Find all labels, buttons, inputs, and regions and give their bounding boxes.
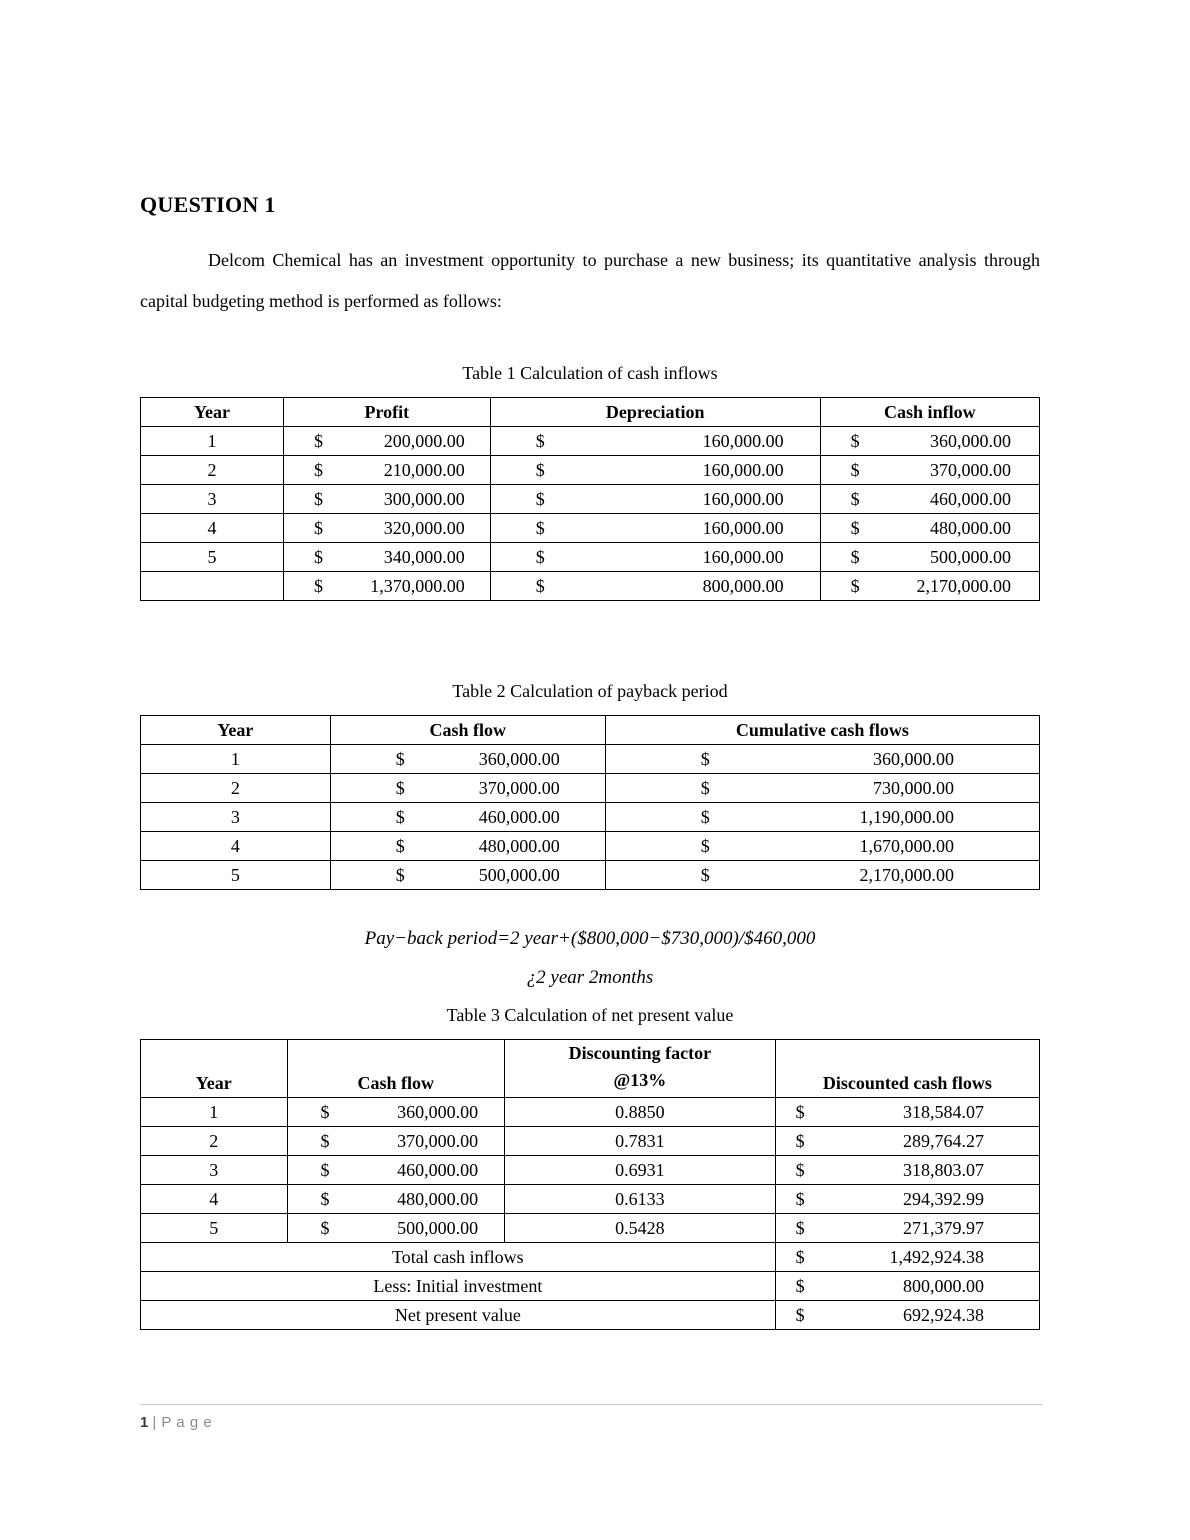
- table2-header-row: [141, 716, 1040, 745]
- amount: 730,000.00: [873, 777, 954, 798]
- money-cell: [330, 832, 605, 861]
- money-cell: [283, 427, 490, 456]
- money-cell: [283, 543, 490, 572]
- discount-factor-label: Discounting factor: [568, 1043, 712, 1063]
- currency-symbol: $: [395, 777, 405, 798]
- currency-symbol: $: [535, 575, 545, 596]
- money-inner: [776, 1305, 1039, 1326]
- money-cell: [775, 1243, 1039, 1272]
- summary-label-cell: Total cash inflows: [141, 1243, 776, 1272]
- currency-symbol: $: [795, 1217, 805, 1238]
- money-cell: [490, 427, 820, 456]
- amount: 1,670,000.00: [859, 835, 954, 856]
- year-cell: 3: [141, 803, 331, 832]
- currency-symbol: $: [320, 1101, 330, 1122]
- summary-label-cell: Net present value: [141, 1301, 776, 1330]
- currency-symbol: $: [700, 777, 710, 798]
- currency-symbol: $: [320, 1130, 330, 1151]
- table3-summary-row: [141, 1243, 1040, 1272]
- amount: 1,190,000.00: [859, 806, 954, 827]
- money-inner: [331, 778, 605, 799]
- table3-summary-row: [141, 1272, 1040, 1301]
- money-cell: [490, 543, 820, 572]
- discount-rate-label: @13%: [613, 1070, 667, 1090]
- money-inner: [288, 1160, 505, 1181]
- amount: 480,000.00: [478, 835, 560, 856]
- currency-symbol: $: [535, 488, 545, 509]
- table2-row: [141, 861, 1040, 890]
- money-cell: [605, 774, 1039, 803]
- currency-symbol: $: [850, 488, 860, 509]
- money-cell: [775, 1214, 1039, 1243]
- money-inner: [331, 836, 605, 857]
- money-cell: [283, 456, 490, 485]
- money-inner: [491, 460, 820, 481]
- currency-symbol: $: [395, 748, 405, 769]
- table1-header-profit: Profit: [283, 398, 490, 427]
- amount: 318,584.07: [903, 1101, 984, 1122]
- year-cell: 4: [141, 514, 284, 543]
- table3-row: [141, 1098, 1040, 1127]
- money-inner: [491, 576, 820, 597]
- money-inner: [284, 547, 490, 568]
- money-cell: [605, 745, 1039, 774]
- money-inner: [821, 431, 1039, 452]
- question-heading: QUESTION 1: [140, 192, 276, 217]
- amount: 2,170,000.00: [916, 575, 1011, 596]
- money-cell: [490, 514, 820, 543]
- currency-symbol: $: [535, 459, 545, 480]
- table3-row: [141, 1214, 1040, 1243]
- currency-symbol: $: [313, 517, 323, 538]
- currency-symbol: $: [313, 430, 323, 451]
- money-cell: [605, 803, 1039, 832]
- amount: 320,000.00: [383, 517, 465, 538]
- currency-symbol: $: [535, 546, 545, 567]
- amount: 480,000.00: [930, 517, 1011, 538]
- currency-symbol: $: [795, 1188, 805, 1209]
- currency-symbol: $: [313, 459, 323, 480]
- table1-row: [141, 514, 1040, 543]
- money-cell: [283, 514, 490, 543]
- payback-formula-line2: ¿2 year 2months: [526, 967, 654, 988]
- currency-symbol: $: [320, 1217, 330, 1238]
- currency-symbol: $: [850, 517, 860, 538]
- amount: 318,803.07: [903, 1159, 984, 1180]
- money-cell: [820, 572, 1039, 601]
- table3-header-discounted: Discounted cash flows: [775, 1040, 1039, 1098]
- money-cell: [775, 1185, 1039, 1214]
- money-cell: [820, 485, 1039, 514]
- currency-symbol: $: [395, 806, 405, 827]
- factor-cell: 0.6133: [505, 1185, 776, 1214]
- money-inner: [284, 518, 490, 539]
- money-inner: [491, 489, 820, 510]
- table2-header-year: Year: [141, 716, 331, 745]
- currency-symbol: $: [795, 1275, 805, 1296]
- money-inner: [331, 807, 605, 828]
- money-inner: [821, 547, 1039, 568]
- money-inner: [288, 1218, 505, 1239]
- amount: 160,000.00: [702, 488, 784, 509]
- amount: 460,000.00: [397, 1159, 479, 1180]
- money-cell: [283, 572, 490, 601]
- amount: 360,000.00: [478, 748, 560, 769]
- amount: 300,000.00: [383, 488, 465, 509]
- amount: 360,000.00: [397, 1101, 479, 1122]
- table2-row: [141, 745, 1040, 774]
- money-cell: [287, 1127, 505, 1156]
- currency-symbol: $: [850, 575, 860, 596]
- amount: 460,000.00: [478, 806, 560, 827]
- money-inner: [288, 1102, 505, 1123]
- amount: 370,000.00: [397, 1130, 479, 1151]
- money-cell: [775, 1156, 1039, 1185]
- table3-header-year: Year: [141, 1040, 288, 1098]
- amount: 289,764.27: [903, 1130, 984, 1151]
- summary-label-cell: Less: Initial investment: [141, 1272, 776, 1301]
- money-cell: [820, 456, 1039, 485]
- money-inner: [606, 836, 1039, 857]
- money-cell: [605, 832, 1039, 861]
- table1-header-cash-inflow: Cash inflow: [820, 398, 1039, 427]
- currency-symbol: $: [535, 430, 545, 451]
- currency-symbol: $: [535, 517, 545, 538]
- money-inner: [331, 749, 605, 770]
- factor-cell: 0.7831: [505, 1127, 776, 1156]
- year-cell: [141, 572, 284, 601]
- money-cell: [330, 774, 605, 803]
- money-cell: [283, 485, 490, 514]
- table1-cash-inflows: [140, 397, 1040, 601]
- money-inner: [284, 460, 490, 481]
- intro-paragraph: Delcom Chemical has an investment opportunity to purchase a new business; its quantitative analysis through capital budgeting method is performed as follows:: [140, 250, 1040, 311]
- table1-row: [141, 427, 1040, 456]
- currency-symbol: $: [700, 806, 710, 827]
- currency-symbol: $: [850, 430, 860, 451]
- table1-header-row: [141, 398, 1040, 427]
- money-inner: [606, 749, 1039, 770]
- amount: 1,370,000.00: [370, 575, 465, 596]
- money-inner: [776, 1160, 1039, 1181]
- currency-symbol: $: [795, 1304, 805, 1325]
- money-inner: [821, 576, 1039, 597]
- money-inner: [284, 431, 490, 452]
- page-footer: [140, 1404, 1042, 1431]
- amount: 800,000.00: [702, 575, 784, 596]
- amount: 360,000.00: [873, 748, 954, 769]
- money-cell: [775, 1127, 1039, 1156]
- payback-formula-line1: Pay−back period=2 year+($800,000−$730,000)/$460,000: [364, 928, 816, 949]
- money-inner: [776, 1189, 1039, 1210]
- year-cell: 1: [141, 427, 284, 456]
- money-inner: [288, 1131, 505, 1152]
- table2-payback-period: [140, 715, 1040, 890]
- table3-header-row: [141, 1040, 1040, 1098]
- money-cell: [490, 485, 820, 514]
- money-inner: [776, 1102, 1039, 1123]
- amount: 500,000.00: [397, 1217, 479, 1238]
- table1-caption: Table 1 Calculation of cash inflows: [462, 363, 718, 383]
- amount: 160,000.00: [702, 430, 784, 451]
- amount: 692,924.38: [903, 1304, 984, 1325]
- money-inner: [821, 460, 1039, 481]
- money-inner: [776, 1218, 1039, 1239]
- amount: 800,000.00: [903, 1275, 984, 1296]
- money-inner: [284, 489, 490, 510]
- money-cell: [490, 456, 820, 485]
- money-cell: [820, 543, 1039, 572]
- table1-row: [141, 485, 1040, 514]
- currency-symbol: $: [395, 864, 405, 885]
- money-inner: [331, 865, 605, 886]
- year-cell: 1: [141, 1098, 288, 1127]
- amount: 460,000.00: [930, 488, 1011, 509]
- amount: 160,000.00: [702, 517, 784, 538]
- table1-total-row: [141, 572, 1040, 601]
- currency-symbol: $: [795, 1130, 805, 1151]
- currency-symbol: $: [850, 546, 860, 567]
- currency-symbol: $: [320, 1188, 330, 1209]
- money-cell: [287, 1185, 505, 1214]
- table3-row: [141, 1156, 1040, 1185]
- table2-row: [141, 774, 1040, 803]
- amount: 200,000.00: [383, 430, 465, 451]
- amount: 480,000.00: [397, 1188, 479, 1209]
- money-cell: [287, 1156, 505, 1185]
- money-cell: [330, 803, 605, 832]
- currency-symbol: $: [320, 1159, 330, 1180]
- amount: 160,000.00: [702, 459, 784, 480]
- money-cell: [330, 745, 605, 774]
- currency-symbol: $: [313, 488, 323, 509]
- money-inner: [288, 1189, 505, 1210]
- year-cell: 4: [141, 1185, 288, 1214]
- money-cell: [775, 1301, 1039, 1330]
- money-inner: [821, 518, 1039, 539]
- currency-symbol: $: [313, 546, 323, 567]
- currency-symbol: $: [313, 575, 323, 596]
- table2-row: [141, 803, 1040, 832]
- factor-cell: 0.6931: [505, 1156, 776, 1185]
- amount: 160,000.00: [702, 546, 784, 567]
- amount: 370,000.00: [930, 459, 1011, 480]
- year-cell: 5: [141, 543, 284, 572]
- money-cell: [605, 861, 1039, 890]
- year-cell: 3: [141, 1156, 288, 1185]
- money-cell: [820, 427, 1039, 456]
- currency-symbol: $: [700, 864, 710, 885]
- table2-caption: Table 2 Calculation of payback period: [452, 681, 728, 701]
- money-inner: [776, 1131, 1039, 1152]
- year-cell: 5: [141, 861, 331, 890]
- money-inner: [821, 489, 1039, 510]
- table3-row: [141, 1127, 1040, 1156]
- currency-symbol: $: [700, 835, 710, 856]
- money-cell: [490, 572, 820, 601]
- money-cell: [775, 1098, 1039, 1127]
- year-cell: 2: [141, 1127, 288, 1156]
- currency-symbol: $: [700, 748, 710, 769]
- factor-cell: 0.8850: [505, 1098, 776, 1127]
- money-inner: [606, 778, 1039, 799]
- amount: 340,000.00: [383, 546, 465, 567]
- money-inner: [491, 547, 820, 568]
- amount: 294,392.99: [903, 1188, 984, 1209]
- page-label: | P a g e: [152, 1414, 213, 1431]
- year-cell: 2: [141, 774, 331, 803]
- table3-caption: Table 3 Calculation of net present value: [446, 1005, 734, 1025]
- money-inner: [776, 1247, 1039, 1268]
- amount: 500,000.00: [930, 546, 1011, 567]
- page-number: 1: [140, 1414, 149, 1431]
- table2-header-cash-flow: Cash flow: [330, 716, 605, 745]
- table2-row: [141, 832, 1040, 861]
- amount: 500,000.00: [478, 864, 560, 885]
- money-cell: [330, 861, 605, 890]
- year-cell: 2: [141, 456, 284, 485]
- money-inner: [491, 431, 820, 452]
- year-cell: 5: [141, 1214, 288, 1243]
- year-cell: 1: [141, 745, 331, 774]
- currency-symbol: $: [795, 1101, 805, 1122]
- table2-header-cumulative: Cumulative cash flows: [605, 716, 1039, 745]
- table3-summary-row: [141, 1301, 1040, 1330]
- factor-cell: 0.5428: [505, 1214, 776, 1243]
- currency-symbol: $: [795, 1159, 805, 1180]
- money-inner: [776, 1276, 1039, 1297]
- table3-header-discount-factor: [505, 1040, 776, 1098]
- table3-row: [141, 1185, 1040, 1214]
- money-inner: [606, 807, 1039, 828]
- table1-header-year: Year: [141, 398, 284, 427]
- currency-symbol: $: [850, 459, 860, 480]
- money-cell: [287, 1214, 505, 1243]
- money-cell: [820, 514, 1039, 543]
- table1-row: [141, 543, 1040, 572]
- currency-symbol: $: [395, 835, 405, 856]
- currency-symbol: $: [795, 1246, 805, 1267]
- table1-header-depreciation: Depreciation: [490, 398, 820, 427]
- year-cell: 3: [141, 485, 284, 514]
- money-inner: [606, 865, 1039, 886]
- amount: 2,170,000.00: [859, 864, 954, 885]
- money-cell: [287, 1098, 505, 1127]
- amount: 360,000.00: [930, 430, 1011, 451]
- table1-row: [141, 456, 1040, 485]
- amount: 1,492,924.38: [889, 1246, 984, 1267]
- amount: 370,000.00: [478, 777, 560, 798]
- year-cell: 4: [141, 832, 331, 861]
- table3-net-present-value: [140, 1039, 1040, 1330]
- money-inner: [284, 576, 490, 597]
- amount: 210,000.00: [383, 459, 465, 480]
- money-inner: [491, 518, 820, 539]
- money-cell: [775, 1272, 1039, 1301]
- table3-header-cash-flow: Cash flow: [287, 1040, 505, 1098]
- amount: 271,379.97: [903, 1217, 984, 1238]
